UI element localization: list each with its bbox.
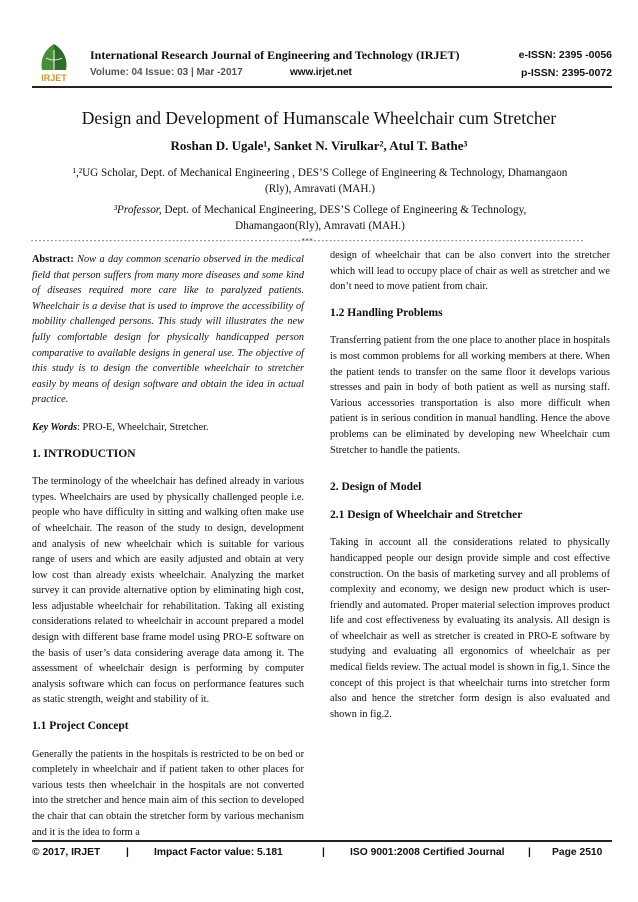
volume-issue: Volume: 04 Issue: 03 | Mar -2017	[90, 67, 243, 78]
heading-design-wheelchair-stretcher: 2.1 Design of Wheelchair and Stretcher	[330, 508, 523, 521]
keywords	[32, 420, 304, 436]
footer-copyright: © 2017, IRJET	[32, 847, 101, 858]
journal-header	[32, 40, 612, 86]
affiliation-text: Dept. of Mechanical Engineering, DES’S College of Engineering & Technology, Dhamangaon(Rly), Amravati (MAH.)	[161, 204, 527, 232]
paragraph-design: Taking in account all the considerations related to physically handicapped people our design provide simple and cost effective construction. On the basis of marketing survey and all problems of complexity and economy, we design new product which is user-friendly and automated. Proper material selection improves product life and cost effectiveness by evaluating its analysis. All design is of wheelchair as well as stretcher is created in PRO-E software by studying and evaluating all ergonomics of wheelchair as per medical fields review. The actual model is shown in fig,1. Since the concept of this project is that wheelchair turns into stretcher form also and hence the stretcher form design is also evaluated and shown in fig.2.	[330, 537, 610, 720]
paper-authors: Roshan D. Ugale¹, Sanket N. Virulkar², Atul T. Bathe³	[170, 138, 468, 153]
abstract	[32, 252, 304, 408]
paper-title: Design and Development of Humanscale Wheelchair cum Stretcher	[81, 108, 557, 128]
paragraph-introduction: The terminology of the wheelchair has defined already in various types. Wheelchairs are used by physically challenged people i.e. people who have difficulty in sitting and walking often make use of wheelchair. The reason of the study to design, development and analysis of new wheelchair which is suitable for various range of users and which are easily adjusted and obtain at very low cost than already exists wheelchair. Analyzing the market survey it can provide alternative option by eliminating high cost, less adjustable wheelchair for rehabilitation. Taking all existing considerations related to wheelchair in account prepared a model design with different base frame model using PRO-E software on the basis of user’s data considering average data among it. The assessment of wheelchair design is performing by computer analysis software which can focus on performance features such as static strength, weight and stability of it.	[32, 476, 304, 706]
logo-text: IRJET	[41, 73, 67, 83]
heading-design-of-model: 2. Design of Model	[330, 481, 422, 494]
p-issn: p-ISSN: 2395-0072	[520, 67, 612, 79]
left-column	[32, 252, 304, 851]
paragraph-continued: design of wheelchair that can be also convert into the stretcher which will lead to occupy place of chair as well as stretcher and we don’t need to move patient from chair.	[330, 250, 610, 293]
keywords-text: : PRO-E, Wheelchair, Stretcher.	[77, 421, 209, 433]
footer-impact-factor: Impact Factor value: 5.181	[154, 847, 283, 858]
footer-page-number: Page 2510	[552, 847, 603, 858]
e-issn: e-ISSN: 2395 -0056	[518, 49, 612, 61]
footer-separator: |	[126, 847, 129, 858]
journal-name: International Research Journal of Engineering and Technology (IRJET)	[90, 48, 460, 62]
section-divider: ---------------------------------------------------------------------***---------------------------------------------------------------------	[30, 236, 584, 245]
journal-website-link[interactable]: www.irjet.net	[290, 67, 352, 78]
footer-iso: ISO 9001:2008 Certified Journal	[350, 847, 505, 858]
heading-project-concept: 1.1 Project Concept	[32, 720, 129, 733]
irjet-logo-icon	[32, 40, 76, 84]
abstract-label: Abstract:	[32, 254, 74, 265]
paragraph-handling-problems: Transferring patient from the one place to another place in hospitals is most common problems for all working members at there. When the patient tends to transfer on the same floor it develops various stresses and pain in body of both patient as well as nursing staff. Various accessories transportation is also more difficult when patient is in serious condition in manual handling. Hence the above problems can be eliminated by developing new Wheelchair cum Stretcher to handle the patients.	[330, 335, 610, 456]
affiliation-professor	[70, 202, 570, 234]
footer-divider	[32, 840, 612, 842]
abstract-text: Now a day common scenario observed in the medical field that person suffers from many more diseases and some kind of diseases required more care like to paralyzed patients. Wheelchair is a devise that is used to improve the accessibility of mobility challenged persons. This study will illustrates the new fully comfortable design for physically handicapped person comparative to available designs in general use. The objective of this study is to design the convertible wheelchair to stretcher easily by means of design software and obtain the idea in actual practice.	[32, 254, 304, 406]
heading-handling-problems: 1.2 Handling Problems	[330, 306, 443, 319]
header-divider	[32, 86, 612, 88]
footer-separator: |	[528, 847, 531, 858]
affiliation-students: ¹,²UG Scholar, Dept. of Mechanical Engineering , DES’S College of Engineering & Technology, Dhamangaon (Rly), Amravati (MAH.)	[72, 167, 568, 195]
paragraph-project-concept: Generally the patients in the hospitals is restricted to be on bed or completely in wheelchair and if patient taken to other places for various tests then wheelchair in the hospitals are not converted into the stretcher and hence main aim of this section to developed the chair that can obtain the stretcher form by various mechanism and it is the idea to form a	[32, 748, 304, 838]
right-column	[330, 248, 610, 733]
heading-introduction: 1. INTRODUCTION	[32, 447, 136, 460]
affiliation-role: ³Professor,	[113, 204, 162, 216]
keywords-label: Key Words	[32, 421, 78, 433]
footer-separator: |	[322, 847, 325, 858]
